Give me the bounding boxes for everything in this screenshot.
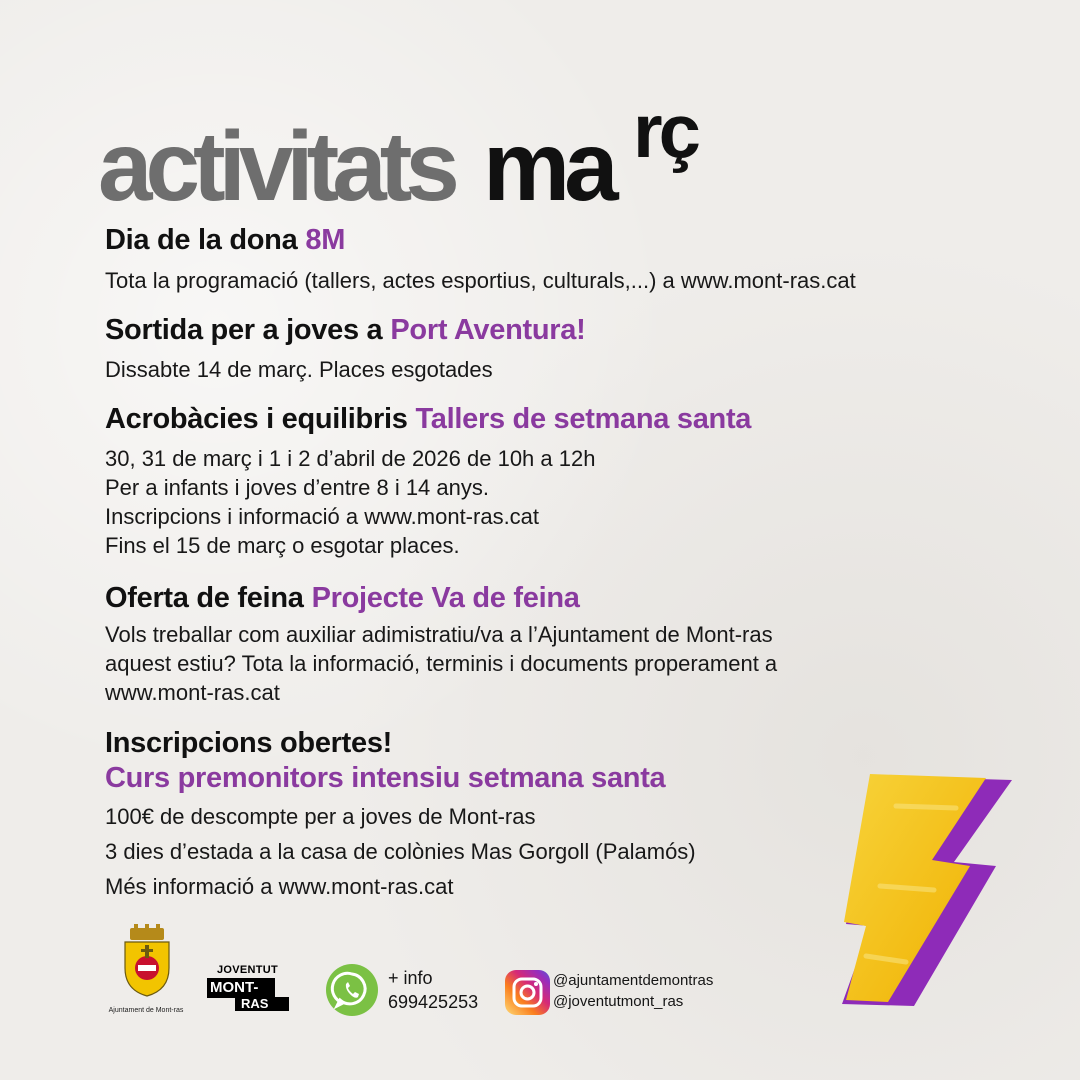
section-body-acrobacies [105, 444, 595, 560]
heading-text: Oferta de feina [105, 582, 304, 614]
title-activitats: activitats [98, 111, 453, 221]
body-line: 30, 31 de març i 1 i 2 d’abril de 2026 de 10h a 12h [105, 446, 596, 471]
section-body-dia-dona [105, 266, 856, 295]
heading-text: Inscripcions obertes! [105, 727, 392, 759]
joventut-mont-text: MONT- [210, 979, 259, 996]
joventut-top-text: JOVENTUT [217, 964, 279, 976]
body-line: 100€ de descompte per a joves de Mont-ras [105, 804, 536, 829]
heading-accent: Projecte Va de feina [311, 582, 580, 614]
body-line: Dissabte 14 de març. Places esgotades [105, 357, 493, 382]
instagram-handle-joventut[interactable]: @joventutmont_ras [553, 993, 684, 1010]
instagram-icon[interactable] [505, 970, 550, 1015]
phone-number[interactable]: 699425253 [388, 992, 479, 1012]
section-accent-curs-premonitors [105, 762, 665, 795]
info-contact [388, 966, 478, 1014]
body-line: Vols treballar com auxiliar adimistratiu/va a l’Ajuntament de Mont-ras [105, 622, 773, 647]
body-line: aquest estiu? Tota la informació, terminis i documents properament a [105, 651, 778, 676]
heading-accent: Tallers de setmana santa [415, 403, 752, 435]
section-heading-port-aventura [105, 314, 585, 347]
joventut-logo [207, 964, 292, 1012]
lightning-bolt-icon [836, 766, 1016, 1016]
body-line: Fins el 15 de març o esgotar places. [105, 533, 460, 558]
heading-accent: Port Aventura! [390, 314, 586, 346]
heading-text: Dia de la dona [105, 224, 298, 256]
section-heading-inscripcions [105, 727, 392, 760]
joventut-ras-text: RAS [241, 996, 269, 1011]
title-ma: ma [483, 111, 613, 221]
section-heading-oferta-feina [105, 582, 580, 615]
info-label: + info [388, 968, 433, 988]
instagram-handles [553, 970, 713, 1012]
section-body-curs [105, 799, 696, 904]
coat-of-arms-icon [118, 924, 176, 998]
section-body-port-aventura [105, 355, 493, 384]
title-rc: rç [633, 89, 697, 174]
joventut-mont-box [207, 978, 275, 998]
heading-accent: 8M [305, 224, 346, 256]
body-line: Inscripcions i informació a www.mont-ras.cat [105, 504, 540, 529]
body-line: 3 dies d’estada a la casa de colònies Mas Gorgoll (Palamós) [105, 839, 696, 864]
section-body-oferta-feina [105, 620, 777, 707]
body-line: www.mont-ras.cat [105, 680, 280, 705]
joventut-ras-box [235, 997, 289, 1011]
whatsapp-icon[interactable] [325, 963, 379, 1017]
section-heading-dia-dona [105, 224, 345, 257]
body-line: Més informació a www.mont-ras.cat [105, 874, 454, 899]
heading-text: Acrobàcies i equilibris [105, 403, 408, 435]
instagram-handle-ajuntament[interactable]: @ajuntamentdemontras [553, 972, 714, 989]
heading-accent: Curs premonitors intensiu setmana santa [105, 762, 666, 794]
ajuntament-label: Ajuntament de Mont-ras [108, 1007, 184, 1014]
body-line: Tota la programació (tallers, actes esportius, culturals,...) a www.mont-ras.cat [105, 268, 856, 293]
section-heading-acrobacies [105, 403, 751, 436]
heading-text: Sortida per a joves a [105, 314, 383, 346]
body-line: Per a infants i joves d’entre 8 i 14 anys. [105, 475, 489, 500]
